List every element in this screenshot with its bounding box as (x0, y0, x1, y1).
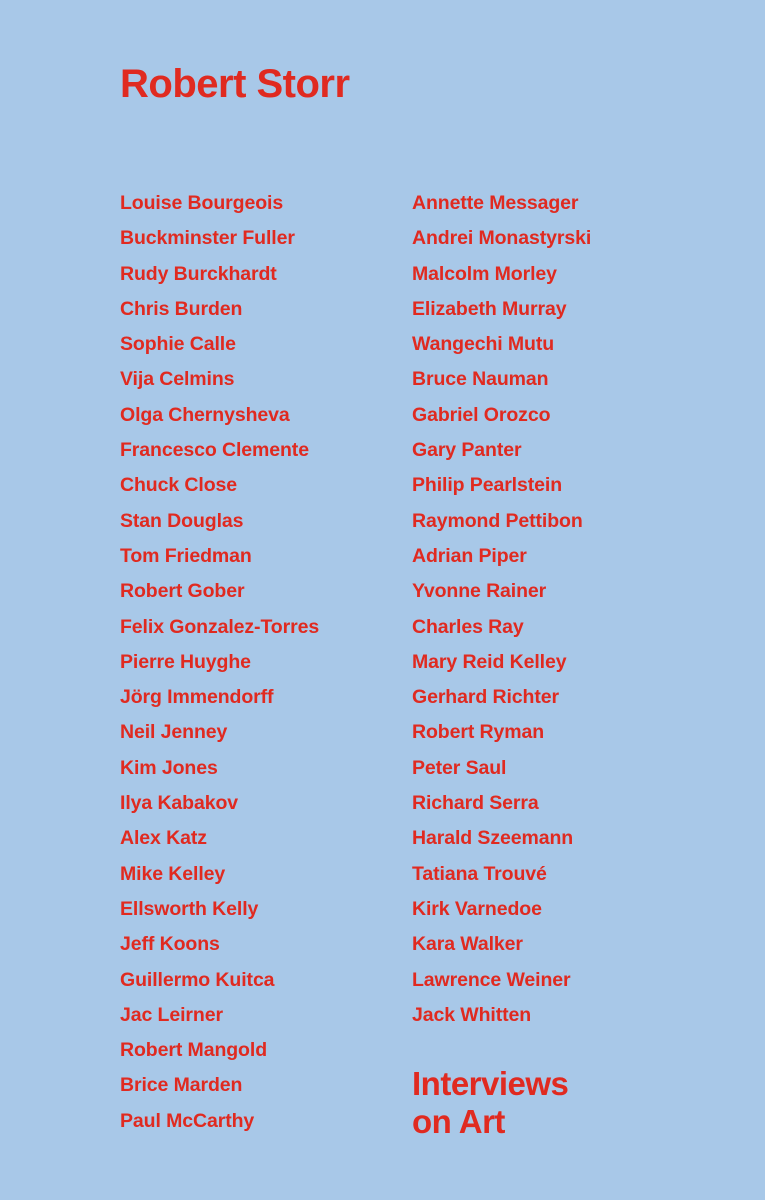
list-item: Ilya Kabakov (120, 792, 239, 815)
list-item: Paul McCarthy (120, 1109, 255, 1132)
list-item: Kim Jones (120, 756, 218, 779)
list-item: Chris Burden (120, 297, 243, 320)
list-item: Wangechi Mutu (412, 333, 555, 356)
list-item: Malcolm Morley (412, 262, 557, 285)
list-item: Gabriel Orozco (412, 403, 551, 426)
list-item: Bruce Nauman (412, 368, 549, 391)
list-item: Sophie Calle (120, 333, 236, 356)
list-item: Jörg Immendorff (120, 686, 274, 709)
contributor-columns (120, 186, 680, 1141)
list-item: Neil Jenney (120, 721, 228, 744)
list-item: Rudy Burckhardt (120, 262, 277, 285)
book-title (412, 1065, 680, 1141)
list-item: Tom Friedman (120, 544, 252, 567)
list-item: Mike Kelley (120, 862, 226, 885)
list-item: Jack Whitten (412, 1003, 532, 1026)
list-item: Kirk Varnedoe (412, 897, 542, 920)
list-item: Peter Saul (412, 756, 507, 779)
list-item: Philip Pearlstein (412, 474, 563, 497)
list-item: Mary Reid Kelley (412, 650, 567, 673)
list-item: Olga Chernysheva (120, 403, 290, 426)
list-item: Kara Walker (412, 933, 523, 956)
list-item: Andrei Monastyrski (412, 227, 592, 250)
list-item: Felix Gonzalez-Torres (120, 615, 320, 638)
contributor-column-left (120, 186, 412, 1139)
list-item: Annette Messager (412, 192, 579, 214)
list-item: Alex Katz (120, 827, 207, 850)
list-item: Richard Serra (412, 792, 539, 815)
list-item: Robert Mangold (120, 1039, 268, 1062)
list-item: Tatiana Trouvé (412, 862, 547, 885)
list-item: Chuck Close (120, 474, 238, 497)
list-item: Pierre Huyghe (120, 650, 251, 673)
list-item: Jac Leirner (120, 1003, 223, 1026)
list-item: Raymond Pettibon (412, 509, 583, 532)
book-title-line-1: Interviews (412, 1065, 569, 1103)
list-item: Guillermo Kuitca (120, 968, 275, 991)
list-item: Brice Marden (120, 1074, 243, 1097)
list-item: Buckminster Fuller (120, 227, 295, 250)
book-title-line-2: on Art (412, 1103, 505, 1141)
list-item: Jeff Koons (120, 933, 220, 956)
list-item: Adrian Piper (412, 544, 527, 567)
list-item: Yvonne Rainer (412, 580, 547, 603)
list-item: Francesco Clemente (120, 439, 309, 462)
author-name: Robert Storr (120, 62, 350, 106)
list-item: Robert Ryman (412, 721, 545, 744)
list-item: Lawrence Weiner (412, 968, 571, 991)
list-item: Ellsworth Kelly (120, 897, 259, 920)
list-item: Stan Douglas (120, 509, 244, 532)
list-item: Elizabeth Murray (412, 297, 567, 320)
list-item: Louise Bourgeois (120, 192, 284, 214)
list-item: Charles Ray (412, 615, 524, 638)
list-item: Harald Szeemann (412, 827, 574, 850)
contributor-column-right (412, 186, 680, 1141)
list-item: Robert Gober (120, 580, 245, 603)
list-item: Vija Celmins (120, 368, 235, 391)
list-item: Gerhard Richter (412, 686, 559, 709)
list-item: Gary Panter (412, 439, 522, 462)
